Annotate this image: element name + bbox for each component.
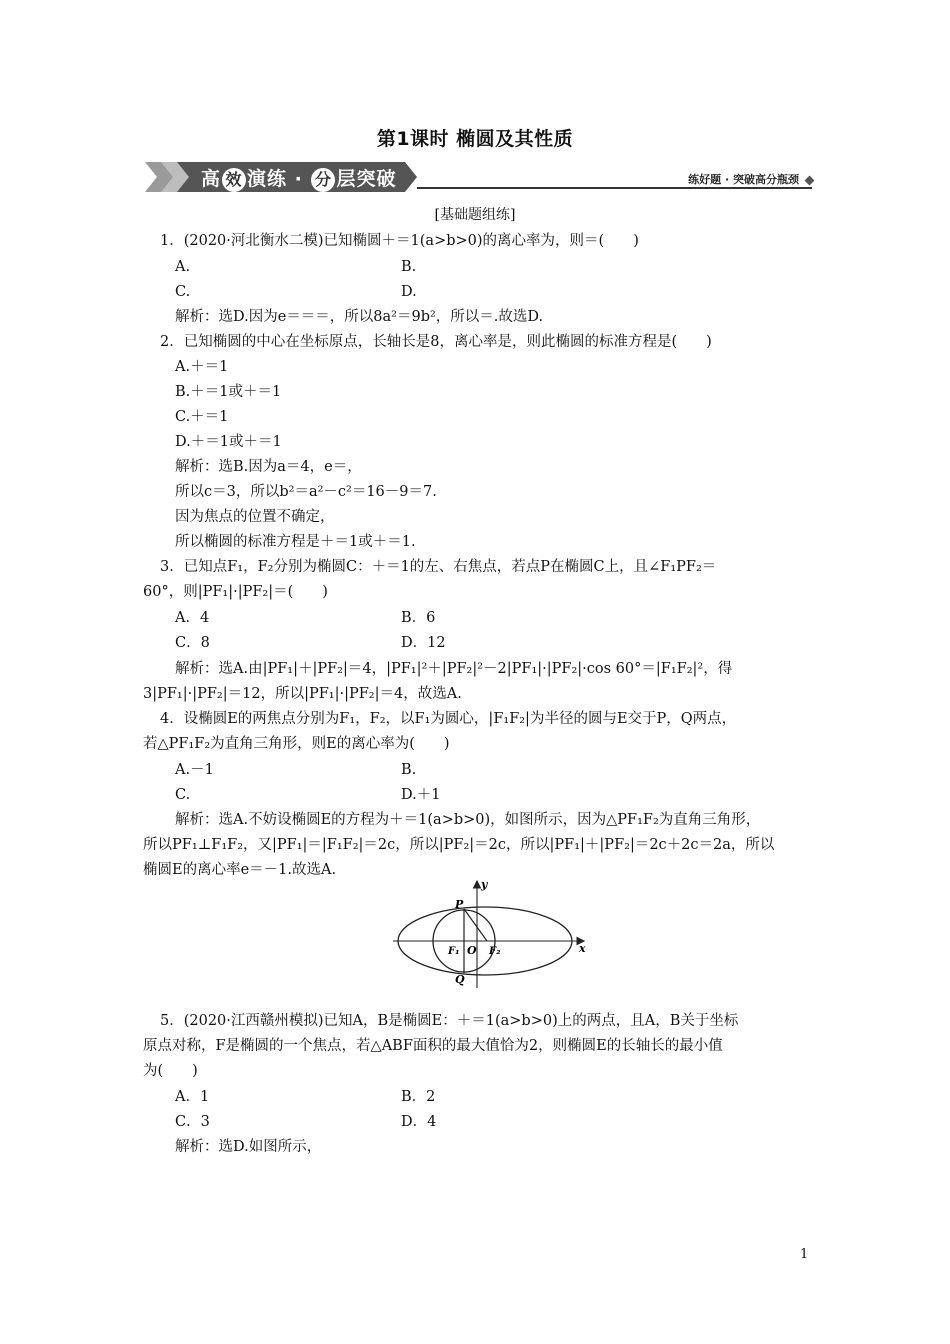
option-line: C.＋＝1 bbox=[175, 409, 229, 425]
text-line: 解析：选A.不妨设椭圆E的方程为＋＝1(a>b>0)，如图所示，因为△PF₁F₂为直角三角形， bbox=[175, 812, 761, 828]
text-line: 为( ) bbox=[143, 1063, 198, 1079]
text-line: 因为焦点的位置不确定， bbox=[175, 509, 335, 525]
option-line: A.＋＝1 bbox=[175, 359, 229, 375]
option-line: A．4 bbox=[175, 610, 210, 626]
banner-dot-a: 效 bbox=[222, 168, 246, 192]
option-line: C．8 bbox=[175, 635, 210, 651]
banner-dot-b: 分 bbox=[311, 168, 335, 192]
text-line: 解析：选D.因为e＝＝＝，所以8a²＝9b²，所以＝.故选D. bbox=[175, 309, 544, 325]
option-line: B. bbox=[401, 762, 417, 778]
option-line: D．12 bbox=[401, 635, 446, 651]
option-line: A. bbox=[175, 259, 191, 275]
text-line: 原点对称，F是椭圆的一个焦点，若△ABF面积的最大值恰为2，则椭圆E的长轴长的最小值 bbox=[143, 1038, 723, 1054]
text-line: 5．(2020·江西赣州模拟)已知A，B是椭圆E：＋＝1(a>b>0)上的两点，且A，B关于坐标 bbox=[160, 1013, 739, 1029]
text-line: 3．已知点F₁，F₂分别为椭圆C：＋＝1的左、右焦点，若点P在椭圆C上，且∠F₁PF₂＝ bbox=[160, 559, 717, 575]
label-q: Q bbox=[455, 973, 465, 986]
option-line: B．2 bbox=[401, 1089, 436, 1105]
page-number: 1 bbox=[800, 1247, 809, 1262]
label-f1: F₁ bbox=[448, 946, 460, 957]
banner-tagline: 练好题 · 突破高分瓶颈 bbox=[688, 173, 799, 186]
option-line: A．1 bbox=[175, 1089, 210, 1105]
text-line: 解析：选D.如图所示， bbox=[175, 1139, 322, 1155]
diamond-icon bbox=[805, 176, 815, 186]
text-line: 若△PF₁F₂为直角三角形，则E的离心率为( ) bbox=[143, 736, 450, 752]
label-p: P bbox=[455, 898, 464, 911]
banner-text-a: 高 bbox=[201, 168, 222, 190]
option-line: B. bbox=[401, 259, 417, 275]
option-line: D.＋＝1或＋＝1 bbox=[175, 434, 282, 450]
label-f2: F₂ bbox=[489, 946, 501, 957]
text-line: 解析：选B.因为a＝4，e＝， bbox=[175, 459, 362, 475]
banner-title bbox=[201, 164, 396, 192]
text-line: 4．设椭圆E的两焦点分别为F₁，F₂，以F₁为圆心，|F₁F₂|为半径的圆与E交于P，Q两点， bbox=[160, 711, 737, 727]
banner-text-c: 层突破 bbox=[336, 168, 397, 190]
section-label: [基础题组练] bbox=[434, 207, 516, 223]
banner-rule bbox=[417, 187, 812, 189]
section-banner bbox=[145, 160, 815, 196]
label-y: y bbox=[481, 878, 488, 891]
text-line: 解析：选A.由|PF₁|＋|PF₂|＝4，|PF₁|²＋|PF₂|²－2|PF₁|·|PF₂|·cos 60°＝|F₁F₂|²，得 bbox=[175, 661, 733, 677]
option-line: D．4 bbox=[401, 1114, 437, 1130]
option-line: C. bbox=[175, 284, 191, 300]
page-title: 第1课时 椭圆及其性质 bbox=[376, 128, 574, 150]
option-line: D.＋1 bbox=[401, 787, 441, 803]
option-line: B．6 bbox=[401, 610, 436, 626]
text-line: 1．(2020·河北衡水二模)已知椭圆＋＝1(a>b>0)的离心率为，则＝( ) bbox=[160, 233, 639, 249]
option-line: C．3 bbox=[175, 1114, 210, 1130]
text-line: 60°，则|PF₁|·|PF₂|＝( ) bbox=[143, 584, 328, 600]
segment-pf2 bbox=[464, 909, 487, 941]
text-line: 3|PF₁|·|PF₂|＝12，所以|PF₁|·|PF₂|＝4，故选A. bbox=[143, 686, 462, 702]
option-line: D. bbox=[401, 284, 417, 300]
text-line: 椭圆E的离心率e＝－1.故选A. bbox=[143, 862, 337, 878]
text-line: 所以椭圆的标准方程是＋＝1或＋＝1. bbox=[175, 534, 416, 550]
label-o: O bbox=[467, 944, 477, 957]
text-line: 2．已知椭圆的中心在坐标原点，长轴长是8，离心率是，则此椭圆的标准方程是( ) bbox=[160, 334, 712, 350]
text-line: 所以PF₁⊥F₁F₂，又|PF₁|＝|F₁F₂|＝2c，所以|PF₂|＝2c，所以|PF₁|＋|PF₂|＝2c＋2c＝2a，所以 bbox=[143, 837, 775, 853]
banner-text-b: 演练 · bbox=[247, 168, 311, 190]
option-line: C. bbox=[175, 787, 191, 803]
ellipse-figure bbox=[393, 878, 593, 990]
text-line: 所以c＝3，所以b²＝a²－c²＝16－9＝7. bbox=[175, 484, 437, 500]
option-line: A.－1 bbox=[175, 762, 214, 778]
option-line: B.＋＝1或＋＝1 bbox=[175, 384, 282, 400]
label-x: x bbox=[579, 942, 586, 955]
